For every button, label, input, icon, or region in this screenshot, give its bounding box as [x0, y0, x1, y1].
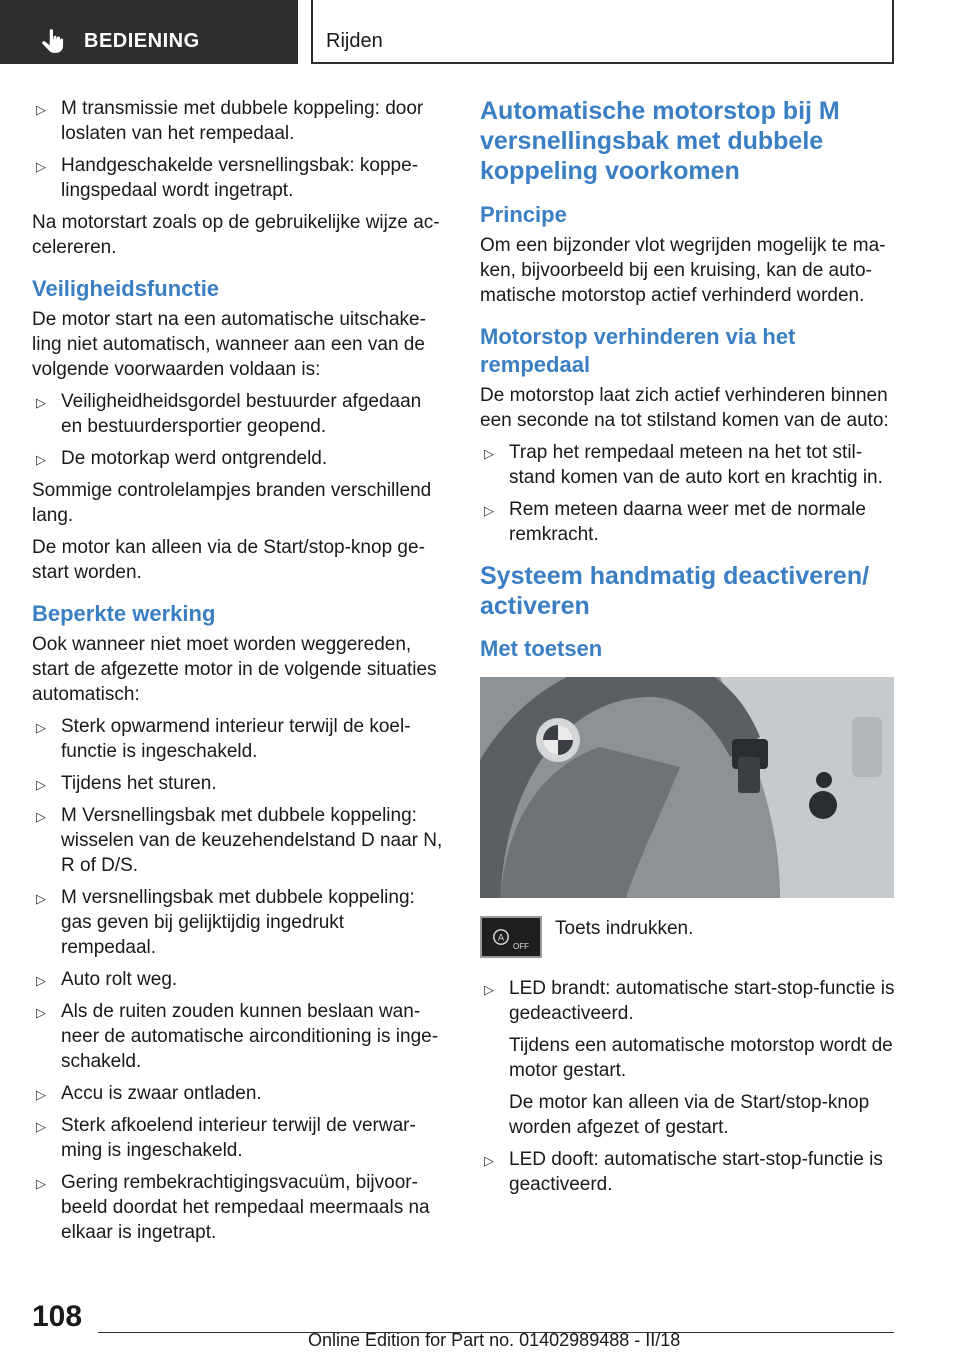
bullet-list: [32, 96, 444, 203]
chapter-header: [311, 0, 894, 64]
heading-system: Systeem handmatig deactiveren/ activeren: [480, 562, 870, 620]
right-column: [480, 96, 898, 1204]
steering-wheel-photo: [480, 677, 894, 898]
left-column: [32, 96, 444, 1252]
bullet-list: [480, 440, 898, 547]
triangle-bullet-icon: ▷: [36, 1119, 46, 1134]
footer-text: Online Edition for Part no. 01402989488 - II/18: [308, 1330, 681, 1350]
paragraph: Na motorstart zoals op de gebruikelijke wijze accelereren.: [32, 212, 440, 258]
paragraph: Om een bijzonder vlot wegrijden mogelijk te maken, bijvoorbeeld bij een kruising, kan de automatische motorstop actief verhinderd worden.: [480, 235, 886, 306]
triangle-bullet-icon: ▷: [36, 1005, 46, 1020]
page-number: 108: [32, 1300, 83, 1333]
bullet-list: [32, 714, 444, 1245]
list-item: ▷ Veiligheidheidsgordel bestuurder afgedaan en bestuurdersportier geopend.: [36, 391, 422, 437]
steering-wheel-illustration: [480, 677, 894, 898]
heading-brake-pedal: Motorstop verhinderen via het rempedaal: [480, 324, 796, 377]
sub-paragraph: Tijdens een automatische motorstop wordt de motor gestart.: [509, 1035, 893, 1081]
list-item: ▷ LED brandt: automatische start-stop-functie is gedeactiveerd. Tijdens een automatische motorstop wordt de motor gestart. De motor kan alleen via de Start/stop-knop worden afgezet of gestart.: [480, 976, 898, 1140]
list-item: ▷ Tijdens het sturen.: [32, 771, 444, 796]
triangle-bullet-icon: ▷: [36, 159, 46, 174]
triangle-bullet-icon: ▷: [484, 982, 494, 997]
list-item: ▷ Als de ruiten zouden kunnen beslaan wanneer de automatische airconditioning is ingeschakeld.: [36, 1001, 439, 1072]
paragraph: De motorstop laat zich actief verhinderen binnen een seconde na tot stilstand komen van de auto:: [480, 385, 889, 431]
list-item: ▷ LED dooft: automatische start-stop-functie is geactiveerd.: [484, 1149, 883, 1195]
triangle-bullet-icon: ▷: [484, 1153, 494, 1168]
button-instruction: Toets indrukken.: [555, 918, 694, 939]
list-item: ▷ Trap het rempedaal meteen na het tot stilstand komen van de auto kort en krachtig in.: [484, 442, 883, 488]
triangle-bullet-icon: ▷: [36, 720, 46, 735]
off-label: OFF: [513, 942, 529, 951]
triangle-bullet-icon: ▷: [36, 1087, 46, 1102]
hand-pointer-icon: [40, 28, 66, 54]
section-title: BEDIENING: [84, 30, 200, 52]
paragraph: De motor start na een automatische uitschakeling niet automatisch, wanneer aan een van de volgende voorwaarden voldaan is:: [32, 309, 426, 380]
triangle-bullet-icon: ▷: [36, 452, 46, 467]
triangle-bullet-icon: ▷: [484, 446, 494, 461]
triangle-bullet-icon: ▷: [36, 809, 46, 824]
auto-start-stop-icon: [492, 928, 510, 946]
triangle-bullet-icon: ▷: [36, 102, 46, 117]
triangle-bullet-icon: ▷: [36, 891, 46, 906]
heading-limited: Beperkte werking: [32, 601, 216, 626]
svg-text:A: A: [497, 933, 505, 944]
heading-buttons: Met toetsen: [480, 636, 603, 661]
heading-principle: Principe: [480, 202, 567, 227]
paragraph: Ook wanneer niet moet worden weggereden, start de afgezette motor in de volgende situaties automatisch:: [32, 634, 437, 705]
triangle-bullet-icon: ▷: [36, 777, 46, 792]
triangle-bullet-icon: ▷: [36, 973, 46, 988]
off-button-row: [480, 914, 898, 962]
list-item: ▷ M versnellingsbak met dubbele koppeling: gas geven bij gelijktijdig ingedrukt rempedaal.: [36, 887, 415, 958]
list-item: ▷ Sterk opwarmend interieur terwijl de koelfunctie is ingeschakeld.: [36, 716, 411, 762]
triangle-bullet-icon: ▷: [36, 395, 46, 410]
heading-safety: Veiligheidsfunctie: [32, 276, 220, 301]
list-item: ▷ Rem meteen daarna weer met de normale remkracht.: [484, 499, 866, 545]
list-item: ▷ Accu is zwaar ontladen.: [32, 1081, 444, 1106]
list-item: ▷ Handgeschakelde versnellingsbak: koppelingspedaal wordt ingetrapt.: [36, 155, 419, 201]
section-tab: [0, 0, 298, 64]
list-item: ▷ De motorkap werd ontgrendeld.: [32, 446, 444, 471]
list-item: ▷ M transmissie met dubbele koppeling: door loslaten van het rempedaal.: [36, 98, 424, 144]
bullet-list: [32, 389, 444, 471]
paragraph: Sommige controlelampjes branden verschillend lang.: [32, 480, 432, 526]
list-item: ▷ M Versnellingsbak met dubbele koppeling: wisselen van de keuzehendelstand D naar N, R of D/S.: [36, 805, 443, 876]
chapter-title: Rijden: [326, 30, 383, 52]
heading-main: Automatische motorstop bij M versnellingsbak met dubbele koppeling voorkomen: [480, 97, 840, 185]
bullet-list: [480, 976, 898, 1197]
triangle-bullet-icon: ▷: [484, 503, 494, 518]
auto-start-stop-off-button: [480, 916, 542, 958]
list-item: ▷ Gering rembekrachtigingsvacuüm, bijvoorbeeld doordat het rempedaal meermaals na elkaar is ingetrapt.: [36, 1172, 430, 1243]
sub-paragraph: De motor kan alleen via de Start/stop-knop worden afgezet of gestart.: [509, 1092, 870, 1138]
list-item: ▷ Auto rolt weg.: [32, 967, 444, 992]
list-item: ▷ Sterk afkoelend interieur terwijl de verwarming is ingeschakeld.: [36, 1115, 416, 1161]
paragraph: De motor kan alleen via de Start/stop-knop gestart worden.: [32, 537, 425, 583]
triangle-bullet-icon: ▷: [36, 1176, 46, 1191]
